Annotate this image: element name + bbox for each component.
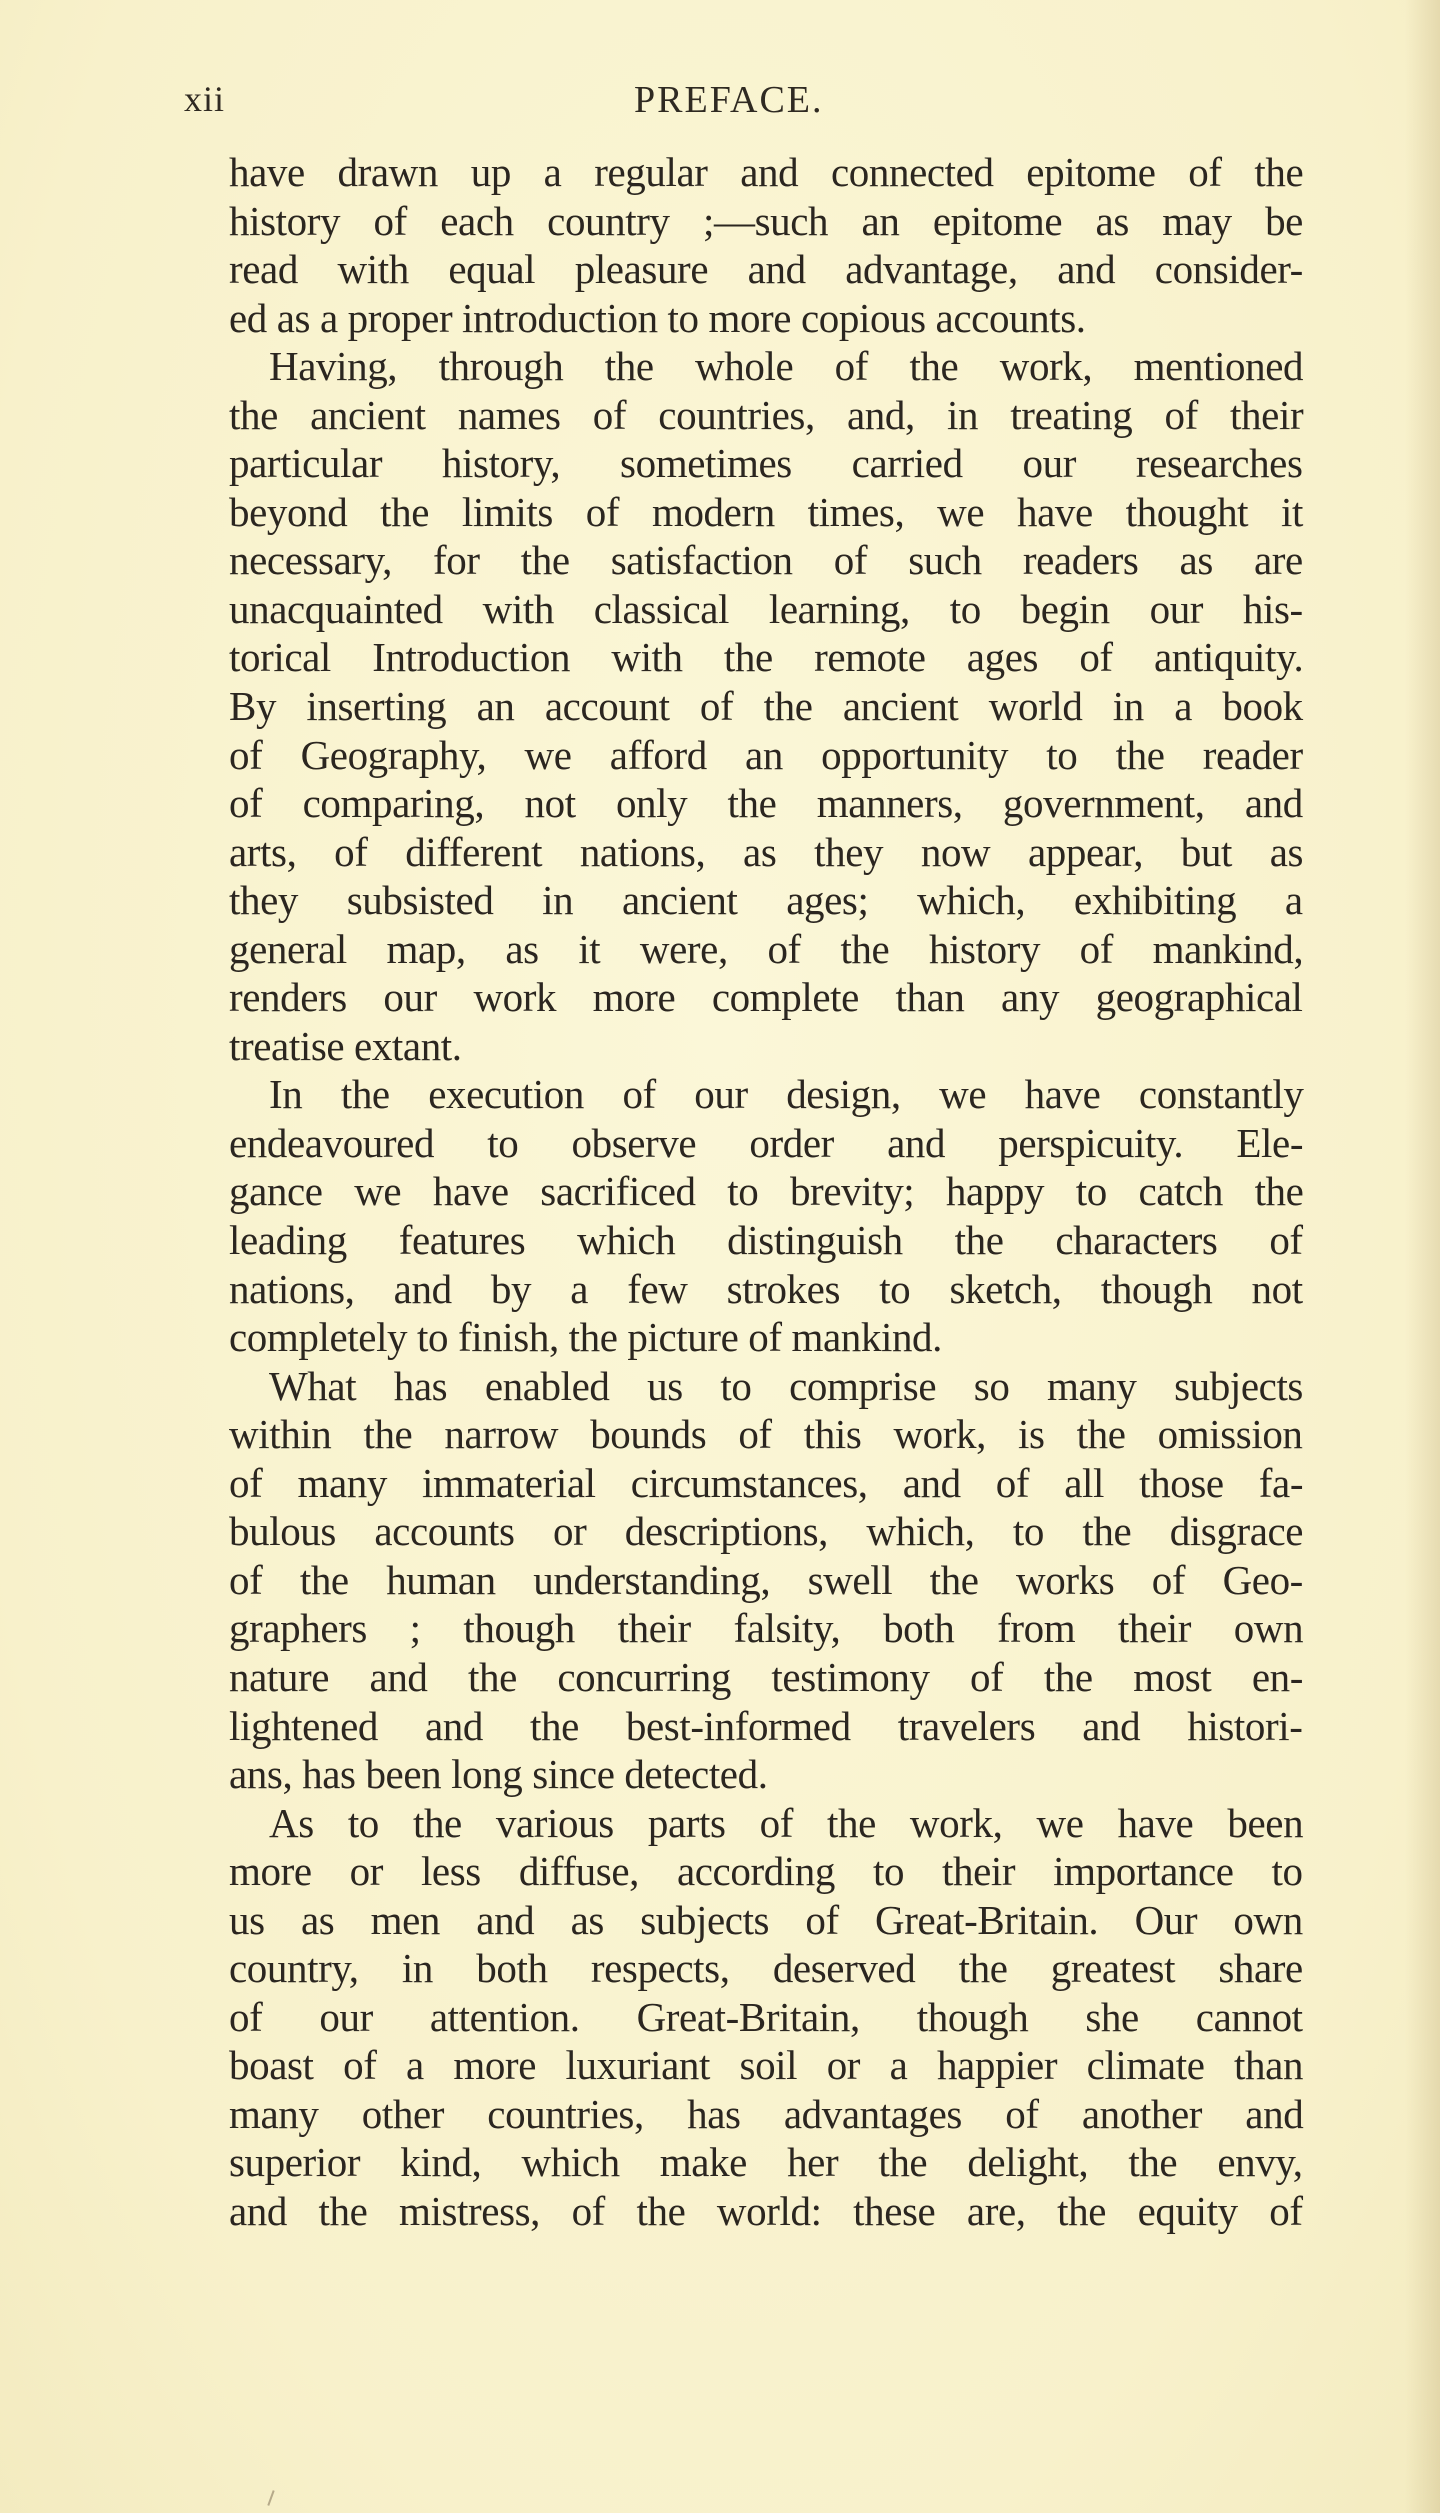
- text-line: [229, 294, 1303, 343]
- text-line-content: ans, has been long since detected.: [229, 1751, 768, 1798]
- text-line-content: completely to finish, the picture of mankind.: [229, 1314, 942, 1361]
- text-line: [229, 1653, 1303, 1702]
- text-line: [229, 779, 1303, 828]
- text-line: [229, 828, 1303, 877]
- text-line: [229, 391, 1303, 440]
- text-line: [229, 1022, 1303, 1071]
- paper-blemish: [267, 2490, 274, 2506]
- text-line-content: As to the various parts of the work, we have been: [269, 1799, 1304, 1846]
- text-line: [229, 1119, 1303, 1168]
- text-line-content: superior kind, which make her the delight, the envy,: [229, 2139, 1303, 2186]
- text-line-content: gance we have sacrificed to brevity; happy to catch the: [229, 1168, 1304, 1215]
- running-head: [0, 74, 1440, 124]
- text-line-content: endeavoured to observe order and perspicuity. Ele-: [229, 1119, 1304, 1166]
- text-line: [229, 1410, 1303, 1459]
- text-line: [229, 245, 1303, 294]
- text-line: [229, 1896, 1303, 1945]
- paragraph-first-line: [229, 1070, 1303, 1119]
- text-line-content: treatise extant.: [229, 1022, 462, 1069]
- paragraph-first-line: [229, 1799, 1303, 1848]
- text-line: [229, 1167, 1303, 1216]
- text-line-content: nations, and by a few strokes to sketch, though not: [229, 1265, 1303, 1312]
- text-line-content: beyond the limits of modern times, we have thought it: [229, 488, 1303, 535]
- text-line: [229, 1216, 1303, 1265]
- text-line-content: lightened and the best-informed travelers and histori-: [229, 1702, 1303, 1749]
- text-line-content: renders our work more complete than any geographical: [229, 974, 1303, 1021]
- text-line-content: within the narrow bounds of this work, is the omission: [229, 1411, 1303, 1458]
- text-line-content: read with equal pleasure and advantage, and consider-: [229, 246, 1303, 293]
- text-line-content: of our attention. Great-Britain, though she cannot: [229, 1993, 1303, 2040]
- text-line-content: history of each country ;—such an epitome as may be: [229, 197, 1303, 244]
- text-line-content: more or less diffuse, according to their importance to: [229, 1848, 1303, 1895]
- text-line: [229, 925, 1303, 974]
- text-line-content: of many immaterial circumstances, and of all those fa-: [229, 1459, 1304, 1506]
- text-line: [229, 2041, 1303, 2090]
- text-line: [229, 536, 1303, 585]
- text-line-content: they subsisted in ancient ages; which, exhibiting a: [229, 877, 1303, 924]
- text-line: [229, 682, 1303, 731]
- paragraph-first-line: [229, 342, 1303, 391]
- text-line: [229, 1507, 1303, 1556]
- text-line: [229, 876, 1303, 925]
- text-line-content: country, in both respects, deserved the greatest share: [229, 1945, 1303, 1992]
- text-line: [229, 2138, 1303, 2187]
- text-line-content: ed as a proper introduction to more copious accounts.: [229, 294, 1086, 341]
- text-line-content: What has enabled us to comprise so many subjects: [269, 1362, 1303, 1409]
- text-line: [229, 1750, 1303, 1799]
- text-line-content: graphers ; though their falsity, both from their own: [229, 1605, 1304, 1652]
- text-line: [229, 197, 1303, 246]
- page-number: xii: [184, 79, 226, 119]
- text-line: [229, 633, 1303, 682]
- text-line: [229, 148, 1303, 197]
- text-line-content: leading features which distinguish the characters of: [229, 1217, 1303, 1264]
- text-line: [229, 2187, 1303, 2236]
- text-line: [229, 973, 1303, 1022]
- text-line-content: bulous accounts or descriptions, which, to the disgrace: [229, 1508, 1304, 1555]
- text-line-content: By inserting an account of the ancient world in a book: [229, 683, 1303, 730]
- running-head-title: PREFACE.: [634, 79, 824, 121]
- text-line-content: of comparing, not only the manners, government, and: [229, 780, 1303, 827]
- text-line-content: and the mistress, of the world: these are, the equity of: [229, 2187, 1303, 2234]
- text-line: [229, 1265, 1303, 1314]
- text-line: [229, 1604, 1303, 1653]
- text-line: [229, 1702, 1303, 1751]
- text-line: [229, 585, 1303, 634]
- text-line-content: the ancient names of countries, and, in treating of their: [229, 391, 1304, 438]
- text-line-content: necessary, for the satisfaction of such readers as are: [229, 537, 1303, 584]
- text-line: [229, 731, 1303, 780]
- text-line: [229, 2090, 1303, 2139]
- body-text: [229, 148, 1303, 2236]
- text-line: [229, 439, 1303, 488]
- paragraph-first-line: [229, 1362, 1303, 1411]
- text-line-content: In the execution of our design, we have constantly: [269, 1071, 1304, 1118]
- text-line-content: unacquainted with classical learning, to begin our his-: [229, 585, 1303, 632]
- text-line-content: boast of a more luxuriant soil or a happier climate than: [229, 2042, 1304, 2089]
- text-line: [229, 1313, 1303, 1362]
- text-line-content: nature and the concurring testimony of the most en-: [229, 1653, 1303, 1700]
- text-line: [229, 1993, 1303, 2042]
- text-line: [229, 1459, 1303, 1508]
- text-line-content: of Geography, we afford an opportunity to the reader: [229, 731, 1303, 778]
- text-line-content: general map, as it were, of the history of mankind,: [229, 925, 1304, 972]
- text-line-content: of the human understanding, swell the works of Geo-: [229, 1556, 1303, 1603]
- text-line: [229, 488, 1303, 537]
- text-line-content: arts, of different nations, as they now appear, but as: [229, 828, 1304, 875]
- text-line-content: us as men and as subjects of Great-Britain. Our own: [229, 1896, 1303, 1943]
- text-line-content: have drawn up a regular and connected epitome of the: [229, 149, 1304, 195]
- text-line: [229, 1944, 1303, 1993]
- text-line: [229, 1847, 1303, 1896]
- text-line-content: Having, through the whole of the work, mentioned: [269, 343, 1304, 390]
- text-line: [229, 1556, 1303, 1605]
- text-line-content: many other countries, has advantages of another and: [229, 2090, 1304, 2137]
- text-line-content: particular history, sometimes carried our researches: [229, 440, 1303, 487]
- text-line-content: torical Introduction with the remote ages of antiquity.: [229, 634, 1304, 681]
